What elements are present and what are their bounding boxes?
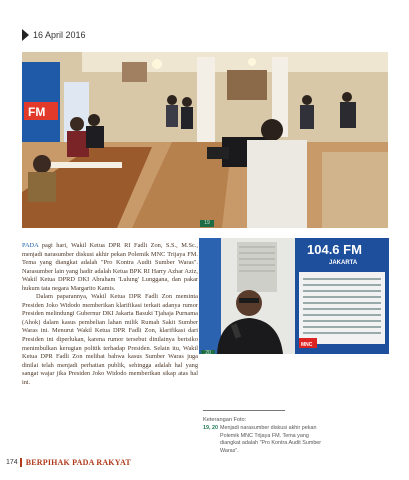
triangle-bullet-icon — [22, 29, 29, 41]
article-body — [22, 242, 198, 387]
discussion-illustration — [22, 52, 388, 228]
caption-title: Keterangan Foto: — [203, 417, 247, 423]
paragraph-1 — [22, 242, 198, 293]
photo-discussion — [22, 52, 388, 228]
paragraph-1-text: pagi hari, Wakil Ketua DPR RI Fadli Zon, S.S., M.Sc., menjadi narasumber diskusi akhir pekan Polemik MNC Trijaya FM. Tema yang diangkat adalah "Pro Kontra Audit Sumber Waras". Narasumber lain yang hadir adalah Ketua BPK RI Harry Azhar Aziz, Wakil Ketua DPRD DKI Abraham 'Lulung' Lunggana, dan pakar hukum tata negara Margarito Kamis. — [22, 242, 198, 292]
footer-brand — [26, 458, 131, 467]
photo-number-badge: 20 — [201, 350, 215, 354]
caption-divider — [203, 410, 285, 411]
caption — [203, 425, 323, 455]
photo-speaker — [199, 238, 389, 354]
caption-number: 19, 20 — [203, 425, 218, 431]
caption-text: Menjadi narasumber diskusi akhir pekan Polemik MNC Trijaya FM. Tema yang diangkat adalah "Pro Kontra Audit Sumber Waras". — [220, 425, 322, 454]
page-number: 174 — [6, 458, 18, 466]
date-header — [22, 28, 86, 42]
footer-divider — [20, 458, 22, 467]
banner-right-number: 104.6 FM — [307, 242, 362, 257]
footer-brand-part1: BERPIHAK — [25, 457, 70, 467]
footer-brand-part2: PADA RAKYAT — [69, 457, 131, 467]
banner-left-text: FM — [28, 105, 46, 119]
page-footer — [6, 456, 131, 468]
photo-number-badge: 19 — [200, 220, 214, 227]
banner-right-logo: MNC — [301, 342, 313, 348]
speaker-illustration — [199, 238, 389, 354]
paragraph-2: Dalam paparannya, Wakil Ketua DPR Fadli Zon meminta Presiden Joko Widodo memberikan klarifikasi terkait adanya rumor Presiden melindungi Gubernur DKI Jakarta Basuki Tjahaja Purnama (Ahok) dalam kasus pembelian lahan milik Rumah Sakit Sumber Waras ini. Menurut Wakil Ketua DPR Fadli Zon, klarifikasi dari Presiden ini diperlukan, karena rumor tersebut dinilainya berisiko menimbulkan kerugian politik terhadap Presiden. Selain itu, Wakil Ketua DPR Fadli Zon melihat bahwa kasus Sumber Waras juga dinilai telah menjadi perhatian publik, sehingga adalah hal yang sangat wajar jika Presiden Joko Widodo memberikan sikap atas hal ini. — [22, 293, 198, 386]
date-text: 16 April 2016 — [33, 30, 86, 40]
banner-right-city: JAKARTA — [329, 260, 358, 266]
lead-word: PADA — [22, 242, 39, 249]
